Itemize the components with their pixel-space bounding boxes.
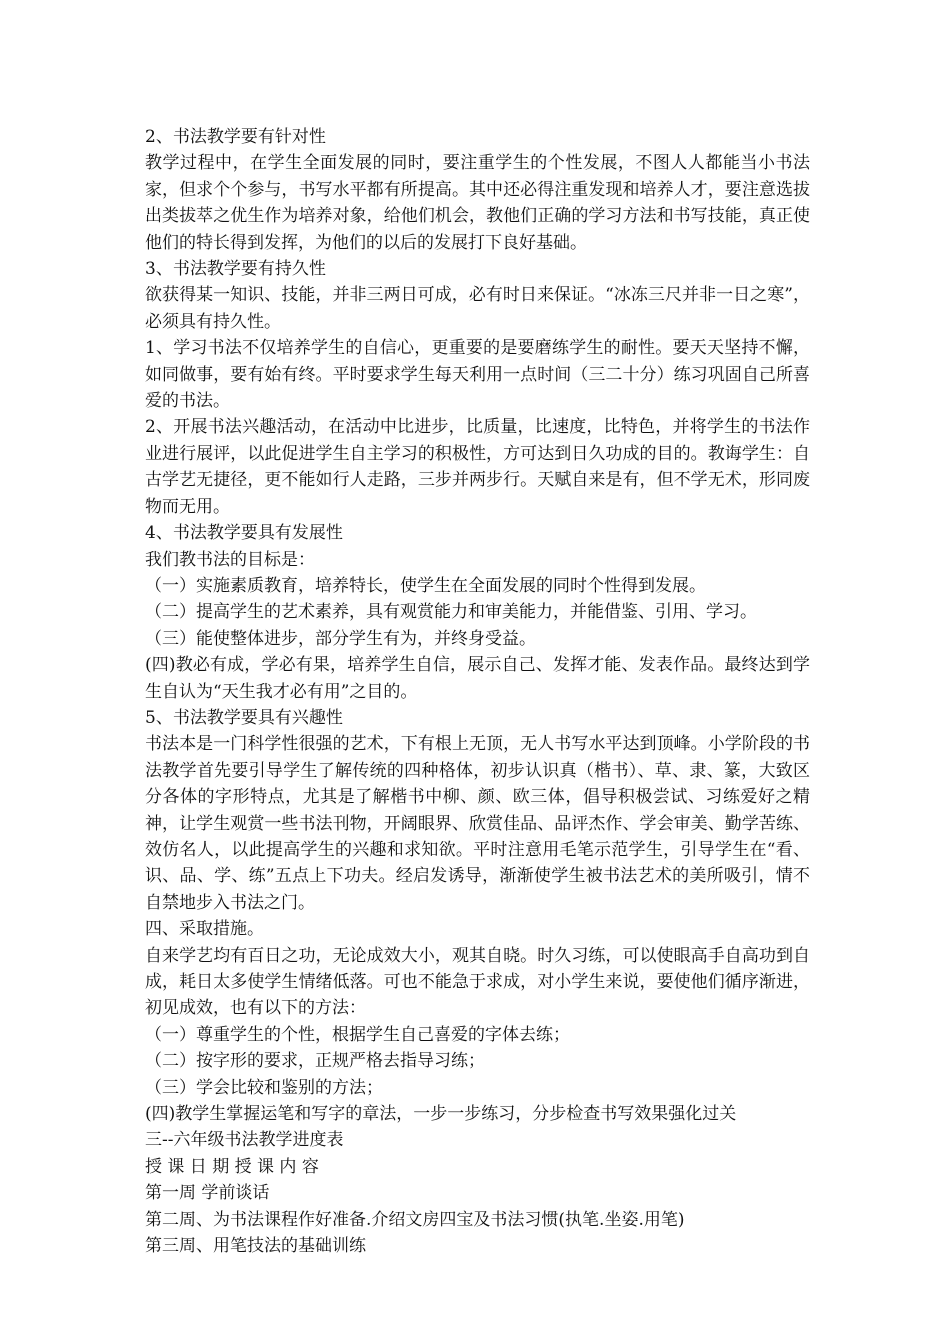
list-item: （三）能使整体进步，部分学生有为，并终身受益。 [145, 628, 536, 649]
list-item: （三）学会比较和鉴别的方法； [145, 1077, 383, 1098]
paragraph: 教学过程中，在学生全面发展的同时，要注重学生的个性发展，不图人人都能当小书法家，但求个个参与，书写水平都有所提高。其中还必得注重发现和培养人才，要注意选拔出类拔萃之优生作为培养对象，给他们机会，教他们正确的学习方法和书写技能，真正使他们的特长得到发挥，为他们的以后的发展打下良好基础。 [145, 153, 810, 253]
list-item: （一）实施素质教育，培养特长，使学生在全面发展的同时个性得到发展。 [145, 575, 706, 596]
schedule-row: 第一周 学前谈话 [145, 1183, 270, 1204]
section-heading: 4、书法教学要具有发展性 [145, 523, 343, 544]
paragraph: 我们教书法的目标是： [145, 549, 315, 570]
list-item: （二）按字形的要求，正规严格去指导习练； [145, 1051, 485, 1072]
paragraph: 书法本是一门科学性很强的艺术，下有根上无顶，无人书写水平达到顶峰。小学阶段的书法教学首先要引导学生了解传统的四种格体，初步认识真（楷书）、草、隶、篆，大致区分各体的字形特点，尤其是了解楷书中柳、颜、欧三体，倡导积极尝试、习练爱好之精神，让学生观赏一些书法刊物，开阔眼界、欣赏佳品、品评杰作、学会审美、勤学苦练、效仿名人，以此提高学生的兴趣和求知欲。平时注意用毛笔示范学生，引导学生在“看、识、品、学、练”五点上下功夫。经启发诱导，渐渐使学生被书法艺术的美所吸引，情不自禁地步入书法之门。 [145, 734, 810, 913]
schedule-title: 三--六年级书法教学进度表 [145, 1130, 344, 1151]
paragraph: 1、学习书法不仅培养学生的自信心，更重要的是要磨练学生的耐性。要天天坚持不懈，如同做事，要有始有终。平时要求学生每天利用一点时间（三二十分）练习巩固自己所喜爱的书法。 [145, 338, 810, 412]
list-item: (四)教必有成，学必有果，培养学生自信，展示自己、发挥才能、发表作品。最终达到学生自认为“天生我才必有用”之目的。 [145, 655, 810, 702]
schedule-row: 第二周、为书法课程作好准备.介绍文房四宝及书法习惯(执笔.坐姿.用笔) [145, 1209, 685, 1230]
section-heading: 2、书法教学要有针对性 [145, 127, 326, 147]
list-item: (四)教学生掌握运笔和写字的章法，一步一步练习，分步检查书写效果强化过关 [145, 1104, 737, 1125]
section-heading: 3、书法教学要有持久性 [145, 259, 326, 280]
paragraph: 2、开展书法兴趣活动，在活动中比进步，比质量，比速度，比特色，并将学生的书法作业进行展评，以此促进学生自主学习的积极性，方可达到日久功成的目的。教诲学生：自古学艺无捷径，更不能如行人走路，三步并两步行。天赋自来是有，但不学无术，形同废物而无用。 [145, 417, 810, 517]
document-body [145, 124, 810, 1259]
section-heading: 5、书法教学要具有兴趣性 [145, 707, 343, 728]
list-item: （二）提高学生的艺术素养，具有观赏能力和审美能力，并能借鉴、引用、学习。 [145, 602, 757, 623]
section-heading: 四、采取措施。 [145, 919, 264, 940]
paragraph: 自来学艺均有百日之功，无论成效大小，观其自晓。时久习练，可以使眼高手自高功到自成，耗日太多使学生情绪低落。可也不能急于求成，对小学生来说，要使他们循序渐进，初见成效，也有以下的方法： [145, 945, 810, 1019]
paragraph: 欲获得某一知识、技能，并非三两日可成，必有时日来保证。“冰冻三尺并非一日之寒”，必须具有持久性。 [145, 285, 810, 332]
schedule-row: 第三周、用笔技法的基础训练 [145, 1236, 366, 1257]
list-item: （一）尊重学生的个性，根据学生自己喜爱的字体去练； [145, 1024, 570, 1045]
schedule-header: 授 课 日 期 授 课 内 容 [145, 1156, 319, 1177]
